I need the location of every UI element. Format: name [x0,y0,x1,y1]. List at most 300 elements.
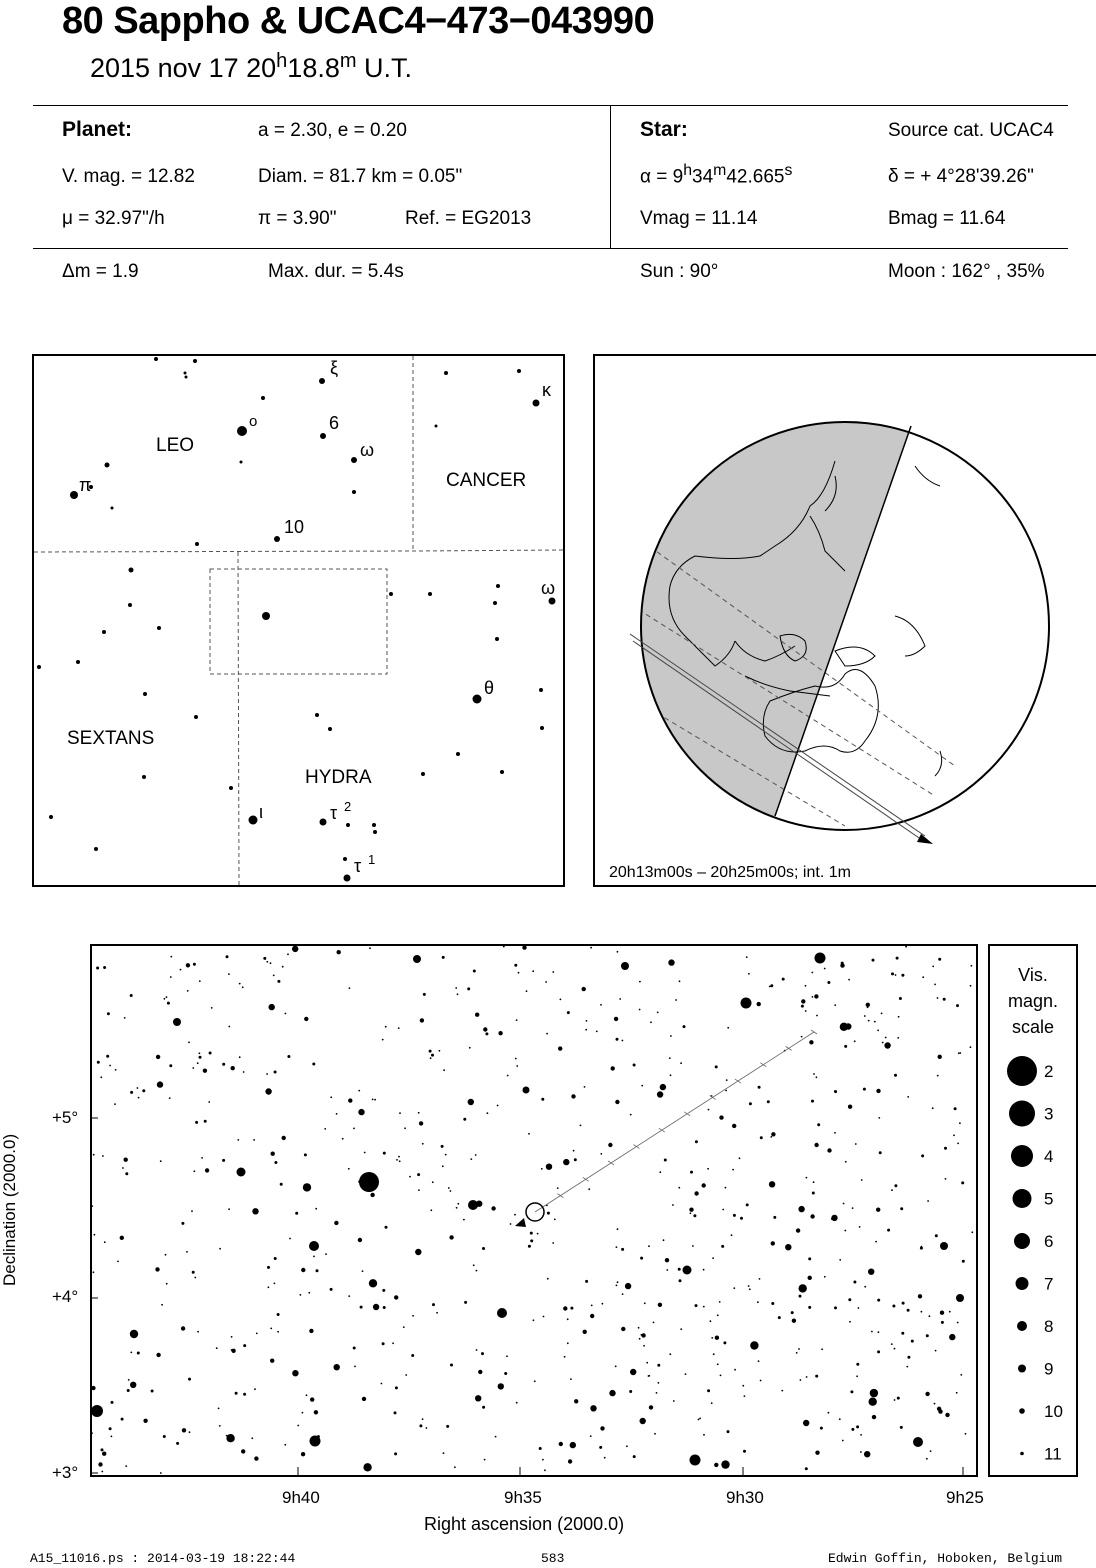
field-star [727,1430,730,1433]
field-star [930,1450,932,1452]
field-star [961,1181,964,1184]
field-star [228,973,230,975]
legend-mag-label: 5 [1044,1189,1054,1209]
field-star [892,1305,895,1308]
field-star [583,1330,587,1334]
field-star [254,1388,256,1390]
field-star [219,1248,221,1250]
finder-star [249,816,258,825]
finder-star [320,433,326,439]
divider-vertical [610,105,611,248]
field-star [943,998,946,1001]
field-star [781,1390,783,1392]
legend-svg [990,946,1076,1475]
field-star [306,1394,308,1396]
field-star [621,1327,625,1331]
field-star [166,1283,168,1285]
field-star [731,1234,733,1236]
xtick-label-925: 9h25 [946,1488,984,1507]
legend-dot [1014,1233,1030,1249]
field-star [690,1212,692,1214]
field-star [310,1397,314,1401]
field-star [665,1258,669,1262]
field-star [542,1459,544,1461]
field-star [808,1306,811,1309]
field-star [940,1311,944,1315]
field-star [449,1235,453,1239]
field-star [216,1347,218,1349]
label-10: 10 [284,517,305,537]
field-star [374,1099,376,1101]
field-star [648,1245,650,1247]
field-star [574,1158,577,1161]
field-star [902,1302,905,1305]
hour-sup: h [276,50,288,72]
field-star [92,1386,96,1390]
field-star [771,1241,775,1245]
field-star [277,1331,279,1333]
field-star [769,1181,775,1187]
field-star [626,1445,628,1447]
field-star [812,1192,815,1195]
field-star [827,981,830,984]
field-star [209,1052,212,1055]
legend-dot [1007,1056,1037,1086]
planet-vmag: V. mag. = 12.82 [62,166,195,187]
field-star [308,1292,310,1294]
finder-star [237,426,247,436]
field-star [476,1349,478,1351]
field-star [516,1065,518,1067]
field-star [385,1026,387,1028]
field-star [522,946,526,950]
field-star [482,1406,485,1409]
field-star [267,1266,270,1269]
field-star [100,1076,102,1078]
field-star [850,1390,853,1393]
minute-sup: m [339,50,357,72]
field-star [567,1342,569,1344]
greek-iota: ι [259,802,263,822]
field-star [313,1256,315,1258]
field-star [130,1382,136,1388]
field-star [484,1459,486,1461]
field-star [124,1158,128,1162]
field-star [590,1405,596,1411]
field-star [906,1366,908,1368]
field-star [239,983,241,985]
field-star [124,1017,126,1019]
field-star [263,957,266,960]
field-star [514,1214,516,1216]
field-star [856,1363,859,1366]
planet-parallax: π = 3.90" [258,208,337,229]
field-star [442,956,445,959]
field-star [785,1244,791,1250]
field-star [808,1276,812,1280]
field-star [266,1073,268,1075]
field-star [530,1239,533,1242]
bright-star [359,1172,379,1192]
finder-star [346,823,350,827]
field-star [475,1154,477,1156]
finder-star [37,665,41,669]
legend-dot [1011,1145,1033,1167]
field-star [514,964,517,967]
detail-chart [90,944,978,1477]
field-star [858,1307,860,1309]
finder-star [320,819,327,826]
track-arrow [515,1218,526,1227]
field-star [891,972,894,975]
field-star [334,1221,338,1225]
field-star [528,1133,530,1135]
finder-star [157,626,161,630]
field-star [732,1124,736,1128]
field-star [101,1448,104,1451]
field-star [102,1155,104,1157]
field-star [649,1405,653,1409]
field-star [170,956,172,958]
finder-star [240,461,243,464]
field-star [770,1136,772,1138]
ytick-label-5: +5° [52,1108,79,1127]
field-star [934,1403,936,1405]
finder-star [493,601,497,605]
field-star [457,993,459,995]
field-star [568,1459,572,1463]
field-star [292,1370,298,1376]
field-star [600,1153,602,1155]
field-star [468,1099,474,1105]
field-star [93,1271,95,1273]
greek-theta: θ [484,678,495,698]
field-star [348,1168,350,1170]
field-star [432,1303,435,1306]
field-star [515,1058,517,1060]
field-star [545,981,547,983]
field-star [563,1159,569,1165]
field-star [644,1302,646,1304]
greek-pi: π [79,475,92,495]
finder-star [105,463,110,468]
field-star [877,1030,879,1032]
finder-star [261,396,265,400]
field-star [925,1392,929,1396]
bright-star [309,1241,319,1251]
field-star [243,1344,246,1347]
field-star [798,1348,800,1350]
finder-stars [37,357,556,882]
event-time [90,50,412,84]
field-star [274,1071,277,1074]
field-star [370,1193,374,1197]
ra-min: 34 [692,166,714,188]
field-star [885,1037,887,1039]
planet-ref: Ref. = EG2013 [405,208,532,229]
field-star [656,1392,658,1394]
field-star [639,1009,641,1011]
field-star [796,1352,798,1354]
field-star [165,1254,167,1256]
finder-star [473,695,482,704]
finder-star [495,637,499,641]
field-star [864,1015,866,1017]
field-star [510,1223,512,1225]
label-cancer: CANCER [446,470,527,491]
field-star [851,1428,854,1431]
field-star [891,1189,893,1191]
field-star [590,1435,592,1437]
field-star [911,1340,914,1343]
footer-page: 583 [541,1551,565,1566]
field-star [599,1446,602,1449]
field-star [181,1222,184,1225]
field-star [848,979,850,981]
field-star [615,1365,617,1367]
max-duration: Max. dur. = 5.4s [268,261,404,282]
field-star [617,951,619,953]
finder-star [194,715,198,719]
field-star [685,1373,687,1375]
field-star [282,966,284,968]
field-star [958,1052,960,1054]
field-star [528,1245,531,1248]
bright-star [468,1200,478,1210]
field-star [456,1207,458,1209]
field-star [896,957,899,960]
field-star [411,1354,414,1357]
greek-omicron: ο [249,413,258,430]
field-star [749,1102,752,1105]
field-star [186,1251,188,1253]
field-star [602,1303,604,1305]
field-star [616,1285,618,1287]
ra-h-sup: h [683,162,693,179]
field-star [808,1257,811,1260]
field-star [96,967,99,970]
field-star [143,1419,147,1423]
field-star [715,1336,719,1340]
field-star [937,1075,939,1077]
finder-star [274,536,280,542]
field-star [949,1311,951,1313]
field-star [563,1306,567,1310]
field-star [160,1160,162,1162]
field-star [866,1003,870,1007]
field-star [188,1041,190,1043]
finder-star [49,815,53,819]
field-star [381,1383,383,1385]
globe-caption: 20h13m00s – 20h25m00s; int. 1m [609,864,851,881]
field-star [935,1350,937,1352]
field-star [633,1455,636,1458]
field-star [820,1427,823,1430]
field-star [922,976,924,978]
field-star [884,1042,890,1048]
field-star [287,1055,290,1058]
field-star [348,1295,350,1297]
finder-star [184,372,187,375]
field-star [868,1269,874,1275]
field-star [861,1179,863,1181]
field-star [640,1257,643,1260]
field-star [600,1004,602,1006]
finder-star [456,752,460,756]
field-star [816,1015,818,1017]
bright-star [497,1308,507,1318]
field-star [907,1356,910,1359]
field-star [382,1342,385,1345]
field-star [163,1435,166,1438]
field-star [191,1210,193,1212]
finder-star [262,612,270,620]
field-star [669,1057,671,1059]
field-star [127,1389,130,1392]
field-star [719,1301,721,1303]
field-star [539,1447,542,1450]
field-star [167,1002,170,1005]
legend-mag-label: 4 [1044,1147,1054,1166]
field-star [580,1125,582,1127]
field-star [418,1112,420,1114]
field-star [446,1425,449,1428]
delta-mag: Δm = 1.9 [62,261,139,282]
xtick-label-940: 9h40 [282,1488,320,1507]
field-star [382,1289,385,1292]
field-star [439,1050,441,1052]
field-star [161,1304,163,1306]
field-star [289,1238,291,1240]
field-star [585,1029,587,1031]
field-star [878,1117,880,1119]
field-star [482,1247,485,1250]
field-star [723,1341,726,1344]
field-star [882,1042,884,1044]
field-star [242,986,244,988]
field-star [475,1395,481,1401]
field-star [541,1168,543,1170]
field-star [639,981,641,983]
field-star [708,1109,710,1111]
finder-star [352,490,356,494]
field-star [409,1176,411,1178]
field-star [412,1315,414,1317]
finder-star [444,371,448,375]
finder-star [185,376,188,379]
field-star [926,1458,928,1460]
field-star [176,1442,179,1445]
legend-dot [1017,1321,1027,1331]
field-star [226,1434,234,1442]
field-star [469,1047,471,1049]
field-star [732,1169,734,1171]
field-star [348,1098,352,1102]
field-star [749,1288,751,1290]
finder-star [343,857,347,861]
field-star [392,1342,394,1344]
field-star [739,1157,741,1159]
field-star [710,1320,712,1322]
field-star [758,1086,761,1089]
field-star [849,1321,851,1323]
legend-dot [1019,1408,1025,1414]
field-star [394,1295,398,1299]
finder-star [319,378,325,384]
field-star [103,966,106,969]
field-star [875,1241,877,1243]
field-star [360,1306,363,1309]
field-star [336,1113,338,1115]
field-star [317,1270,319,1272]
field-star [324,1128,326,1130]
field-star [554,1219,556,1221]
label-hydra: HYDRA [305,767,372,788]
field-star [584,1086,586,1088]
field-star [856,1425,859,1428]
field-star [630,1369,636,1375]
field-star [859,1226,861,1228]
finder-star [539,688,543,692]
field-star [806,1177,808,1179]
legend-mag-label: 2 [1044,1062,1054,1081]
field-star [646,1362,648,1364]
bright-star [523,1087,530,1094]
field-star [546,1164,552,1170]
legend-mag-label: 10 [1044,1402,1063,1421]
field-star [97,1061,100,1064]
field-star [454,1466,456,1468]
field-star [678,1268,681,1271]
field-star [254,1456,258,1460]
bright-star [237,1168,246,1177]
field-star [824,1276,826,1278]
field-star [650,1021,652,1023]
finder-star [142,775,146,779]
bright-star [741,998,752,1009]
finder-star [111,507,114,510]
field-star [353,1128,355,1130]
field-star [243,1393,246,1396]
field-star [944,1147,947,1150]
field-star [834,1004,836,1006]
label-sextans: SEXTANS [67,728,155,749]
field-star [926,1334,929,1337]
field-star [769,986,771,988]
field-star [189,1431,191,1433]
field-star [800,1379,802,1381]
field-star [639,1338,641,1340]
field-star [834,1132,836,1134]
field-star [169,1064,172,1067]
field-star [450,1364,453,1367]
legend-mag-label: 7 [1044,1274,1054,1294]
field-star [498,1383,504,1389]
field-star [208,1101,210,1103]
finder-star [344,875,351,882]
field-star [156,1055,160,1059]
field-star [834,1090,837,1093]
field-star [954,1107,957,1110]
field-star [228,1026,230,1028]
greek-xi: ξ [330,358,339,378]
field-star [693,1214,696,1217]
field-star [641,1333,645,1337]
finder-star [372,823,376,827]
field-star [680,1062,682,1064]
field-star [156,1353,160,1357]
field-star [956,1004,959,1007]
